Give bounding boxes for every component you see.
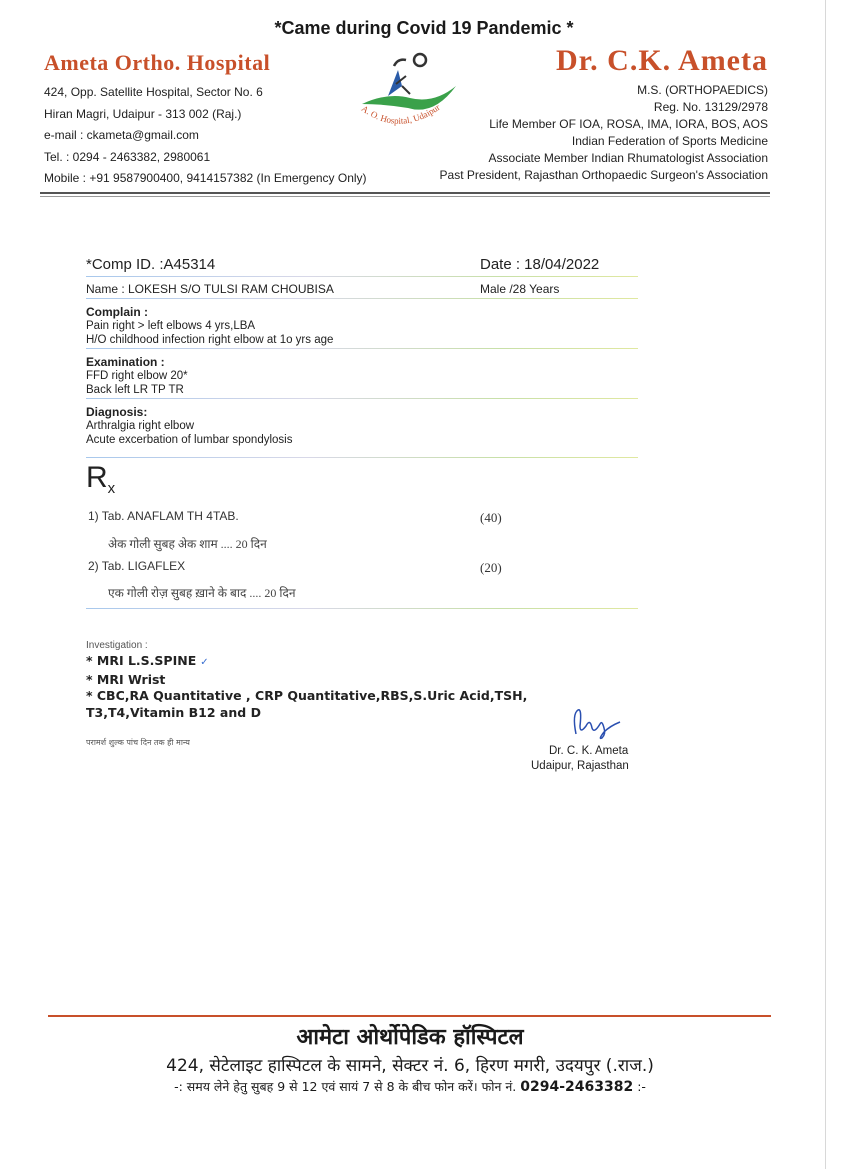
footer-timing [0,1078,820,1095]
complain-heading: Complain : [86,305,148,319]
footer-address: 424, सेटेलाइट हास्पिटल के सामने, सेक्टर नं. 6, हिरण मगरी, उदयपुर (.राज.) [166,1056,654,1076]
page-edge [825,0,826,1169]
logo-ball-icon [414,54,426,66]
complain-line: H/O childhood infection right elbow at 1o yrs age [86,334,334,346]
investigation-item: T3,T4,Vitamin B12 and D [86,704,261,720]
covid-banner: *Came during Covid 19 Pandemic * [274,18,574,38]
divider [86,608,638,609]
diagnosis-heading: Diagnosis: [86,405,148,419]
patient-name: Name : LOKESH S/O TULSI RAM CHOUBISA [86,282,334,296]
footer-timing-text: -: समय लेने हेतु सुबह 9 से 12 एवं सायं 7 से 8 के बीच फोन करें। फोन नं. [174,1079,517,1094]
investigation-list [86,653,527,721]
medicine-dosage: अेक गोली सुबह अेक शाम .... 20 दिन [108,537,267,551]
divider [86,298,638,299]
rx-symbol [86,461,115,497]
header-divider [40,192,770,194]
doctor-registration: Reg. No. 13129/2978 [653,100,768,114]
examination-line: Back left LR TP TR [86,384,184,396]
medicine-quantity: (20) [480,560,502,575]
footer-divider [48,1015,771,1017]
hospital-mobile: Mobile : +91 9587900400, 9414157382 (In Emergency Only) [44,171,367,185]
investigation-item: * MRI L.S.SPINE ✓ [86,653,209,668]
divider [86,398,638,399]
signature-name: Dr. C. K. Ameta [549,745,629,757]
rx-x: x [107,480,116,497]
examination-heading: Examination : [86,355,165,369]
doctor-degree: M.S. (ORTHOPAEDICS) [637,83,768,97]
footer-hospital-name: आमेटा ओर्थोपेडिक हॉस्पिटल [296,1025,524,1050]
hospital-telephone: Tel. : 0294 - 2463382, 2980061 [44,149,211,164]
investigation-label: Investigation : [86,640,148,651]
complain-line: Pain right > left elbows 4 yrs,LBA [86,320,256,332]
diagnosis-line: Arthralgia right elbow [86,420,195,432]
doctor-signature [568,704,624,744]
hospital-name: Ameta Ortho. Hospital [44,50,271,75]
medicine-item: 1) Tab. ANAFLAM TH 4TAB. [88,509,239,523]
rx-r: R [86,461,108,494]
logo-text: A. O. Hospital, Udaipur [359,102,442,126]
investigation-item: * CBC,RA Quantitative , CRP Quantitative,RBS,S.Uric Acid,TSH, [86,688,528,703]
fee-validity-note: परामर्श शुल्क पांच दिन तक ही मान्य [86,738,190,747]
logo-figure-arm [394,60,406,66]
doctor-federation: Indian Federation of Sports Medicine [571,134,768,148]
medicine-dosage: एक गोली रोज़ सुबह ख़ाने के बाद .... 20 दिन [108,586,296,600]
signature-place: Udaipur, Rajasthan [531,760,629,772]
footer-phone: 0294-2463382 [520,1079,634,1095]
doctor-past-president: Past President, Rajasthan Orthopaedic Surgeon's Association [439,168,768,182]
doctor-associate: Associate Member Indian Rhumatologist Association [488,151,768,165]
hospital-contact [44,82,367,190]
divider [86,348,638,349]
diagnosis-section [86,405,292,447]
diagnosis-line: Acute excerbation of lumbar spondylosis [86,434,293,446]
visit-date: Date : 18/04/2022 [480,256,600,273]
medicine-item: 2) Tab. LIGAFLEX [88,559,186,573]
hospital-address-line2: Hiran Magri, Udaipur - 313 002 (Raj.) [44,106,242,121]
logo-figure-body [388,70,402,96]
hospital-address-line1: 424, Opp. Satellite Hospital, Sector No. 6 [44,85,263,99]
medicine-quantity: (40) [480,510,502,525]
doctor-credentials [440,82,768,184]
patient-gender-age: Male /28 Years [480,282,560,296]
examination-line: FFD right elbow 20* [86,370,188,382]
comp-id: *Comp ID. :A45314 [86,256,216,273]
footer-timing-end: :- [633,1079,646,1094]
divider [86,276,638,277]
check-mark-icon: ✓ [200,657,209,668]
complain-section [86,305,333,347]
examination-section [86,355,188,397]
hospital-email: e-mail : ckameta@gmail.com [44,128,199,142]
doctor-life-member: Life Member OF IOA, ROSA, IMA, IORA, BOS, AOS [489,117,768,131]
investigation-item: * MRI Wrist [86,671,166,687]
doctor-name: Dr. C.K. Ameta [555,44,768,77]
divider [86,457,638,458]
header-divider-thin [40,196,770,197]
